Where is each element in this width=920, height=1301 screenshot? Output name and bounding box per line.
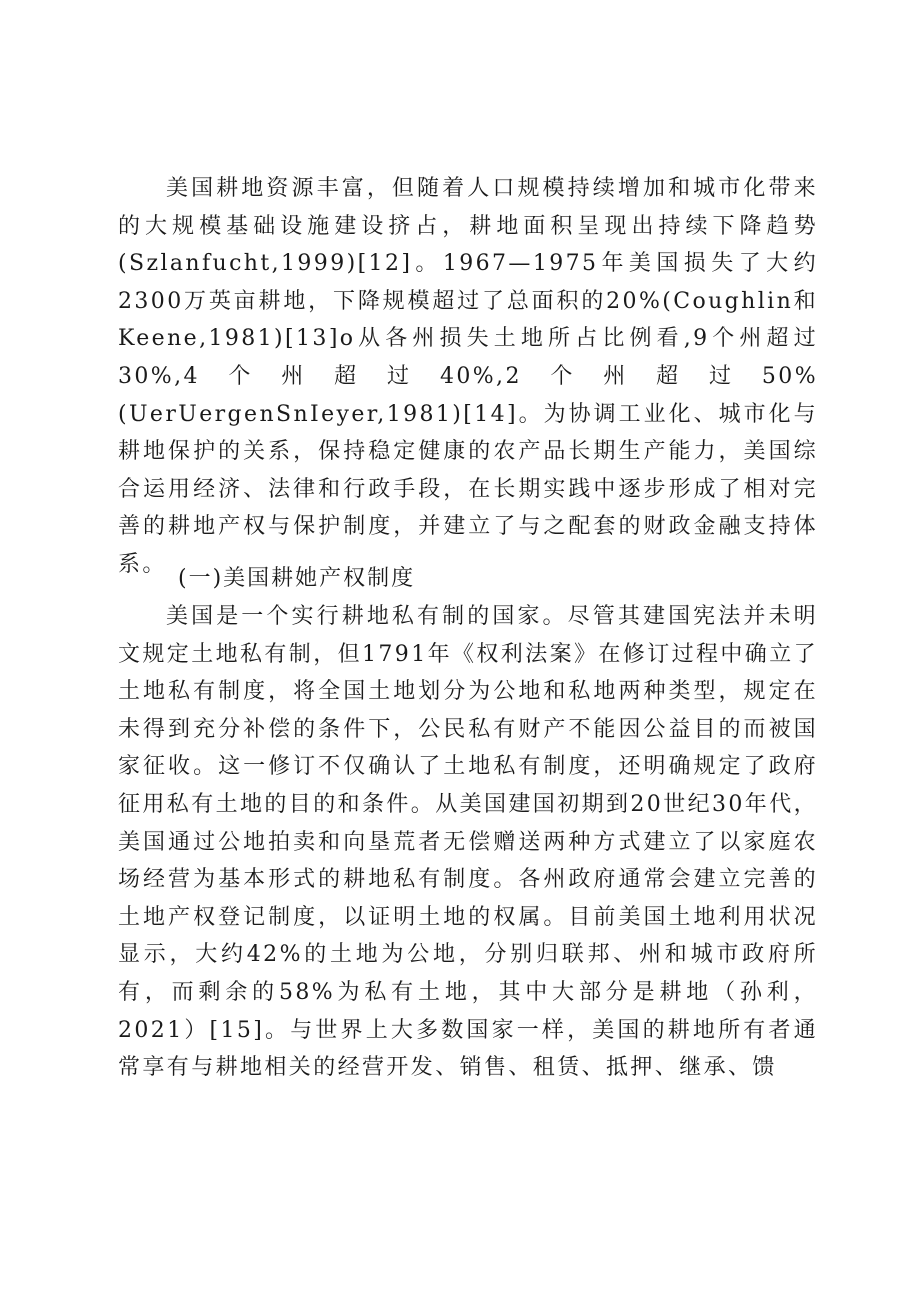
body-paragraph-1: 美国耕地资源丰富，但随着人口规模持续增加和城市化带来的大规模基础设施建设挤占，耕地面积呈现出持续下降趋势(Szlanfucht,1999)[12]。1967—1975年美国损失了大约2300万英亩耕地，下降规模超过了总面积的20%(Coughlin和Keene,1981)[13]o从各州损失土地所占比例看,9个州超过30%,4个州超过40%,2个州超过50%(UerUergenSnIeyer,1981)[14]。为协调工业化、城市化与耕地保护的关系，保持稳定健康的农产品长期生产能力，美国综合运用经济、法律和行政手段，在长期实践中逐步形成了相对完善的耕地产权与保护制度，并建立了与之配套的财政金融支持体系。 [118, 176, 818, 577]
section-heading: (一)美国耕她产权制度 [178, 566, 416, 591]
body-paragraph-2: 美国是一个实行耕地私有制的国家。尽管其建国宪法并未明文规定土地私有制，但1791年《权利法案》在修订过程中确立了土地私有制度，将全国土地划分为公地和私地两种类型，规定在未得到充分补偿的条件下，公民私有财产不能因公益目的而被国家征收。这一修订不仅确认了土地私有制度，还明确规定了政府征用私有土地的目的和条件。从美国建国初期到20世纪30年代，美国通过公地拍卖和向垦荒者无偿赠送两种方式建立了以家庭农场经营为基本形式的耕地私有制度。各州政府通常会建立完善的土地产权登记制度，以证明土地的权属。目前美国土地利用状况显示，大约42%的土地为公地，分别归联邦、州和城市政府所有，而剩余的58%为私有土地，其中大部分是耕地（孙利，2021）[15]。与世界上大多数国家一样，美国的耕地所有者通常享有与耕地相关的经营开发、销售、租赁、抵押、继承、馈 [118, 604, 818, 1081]
